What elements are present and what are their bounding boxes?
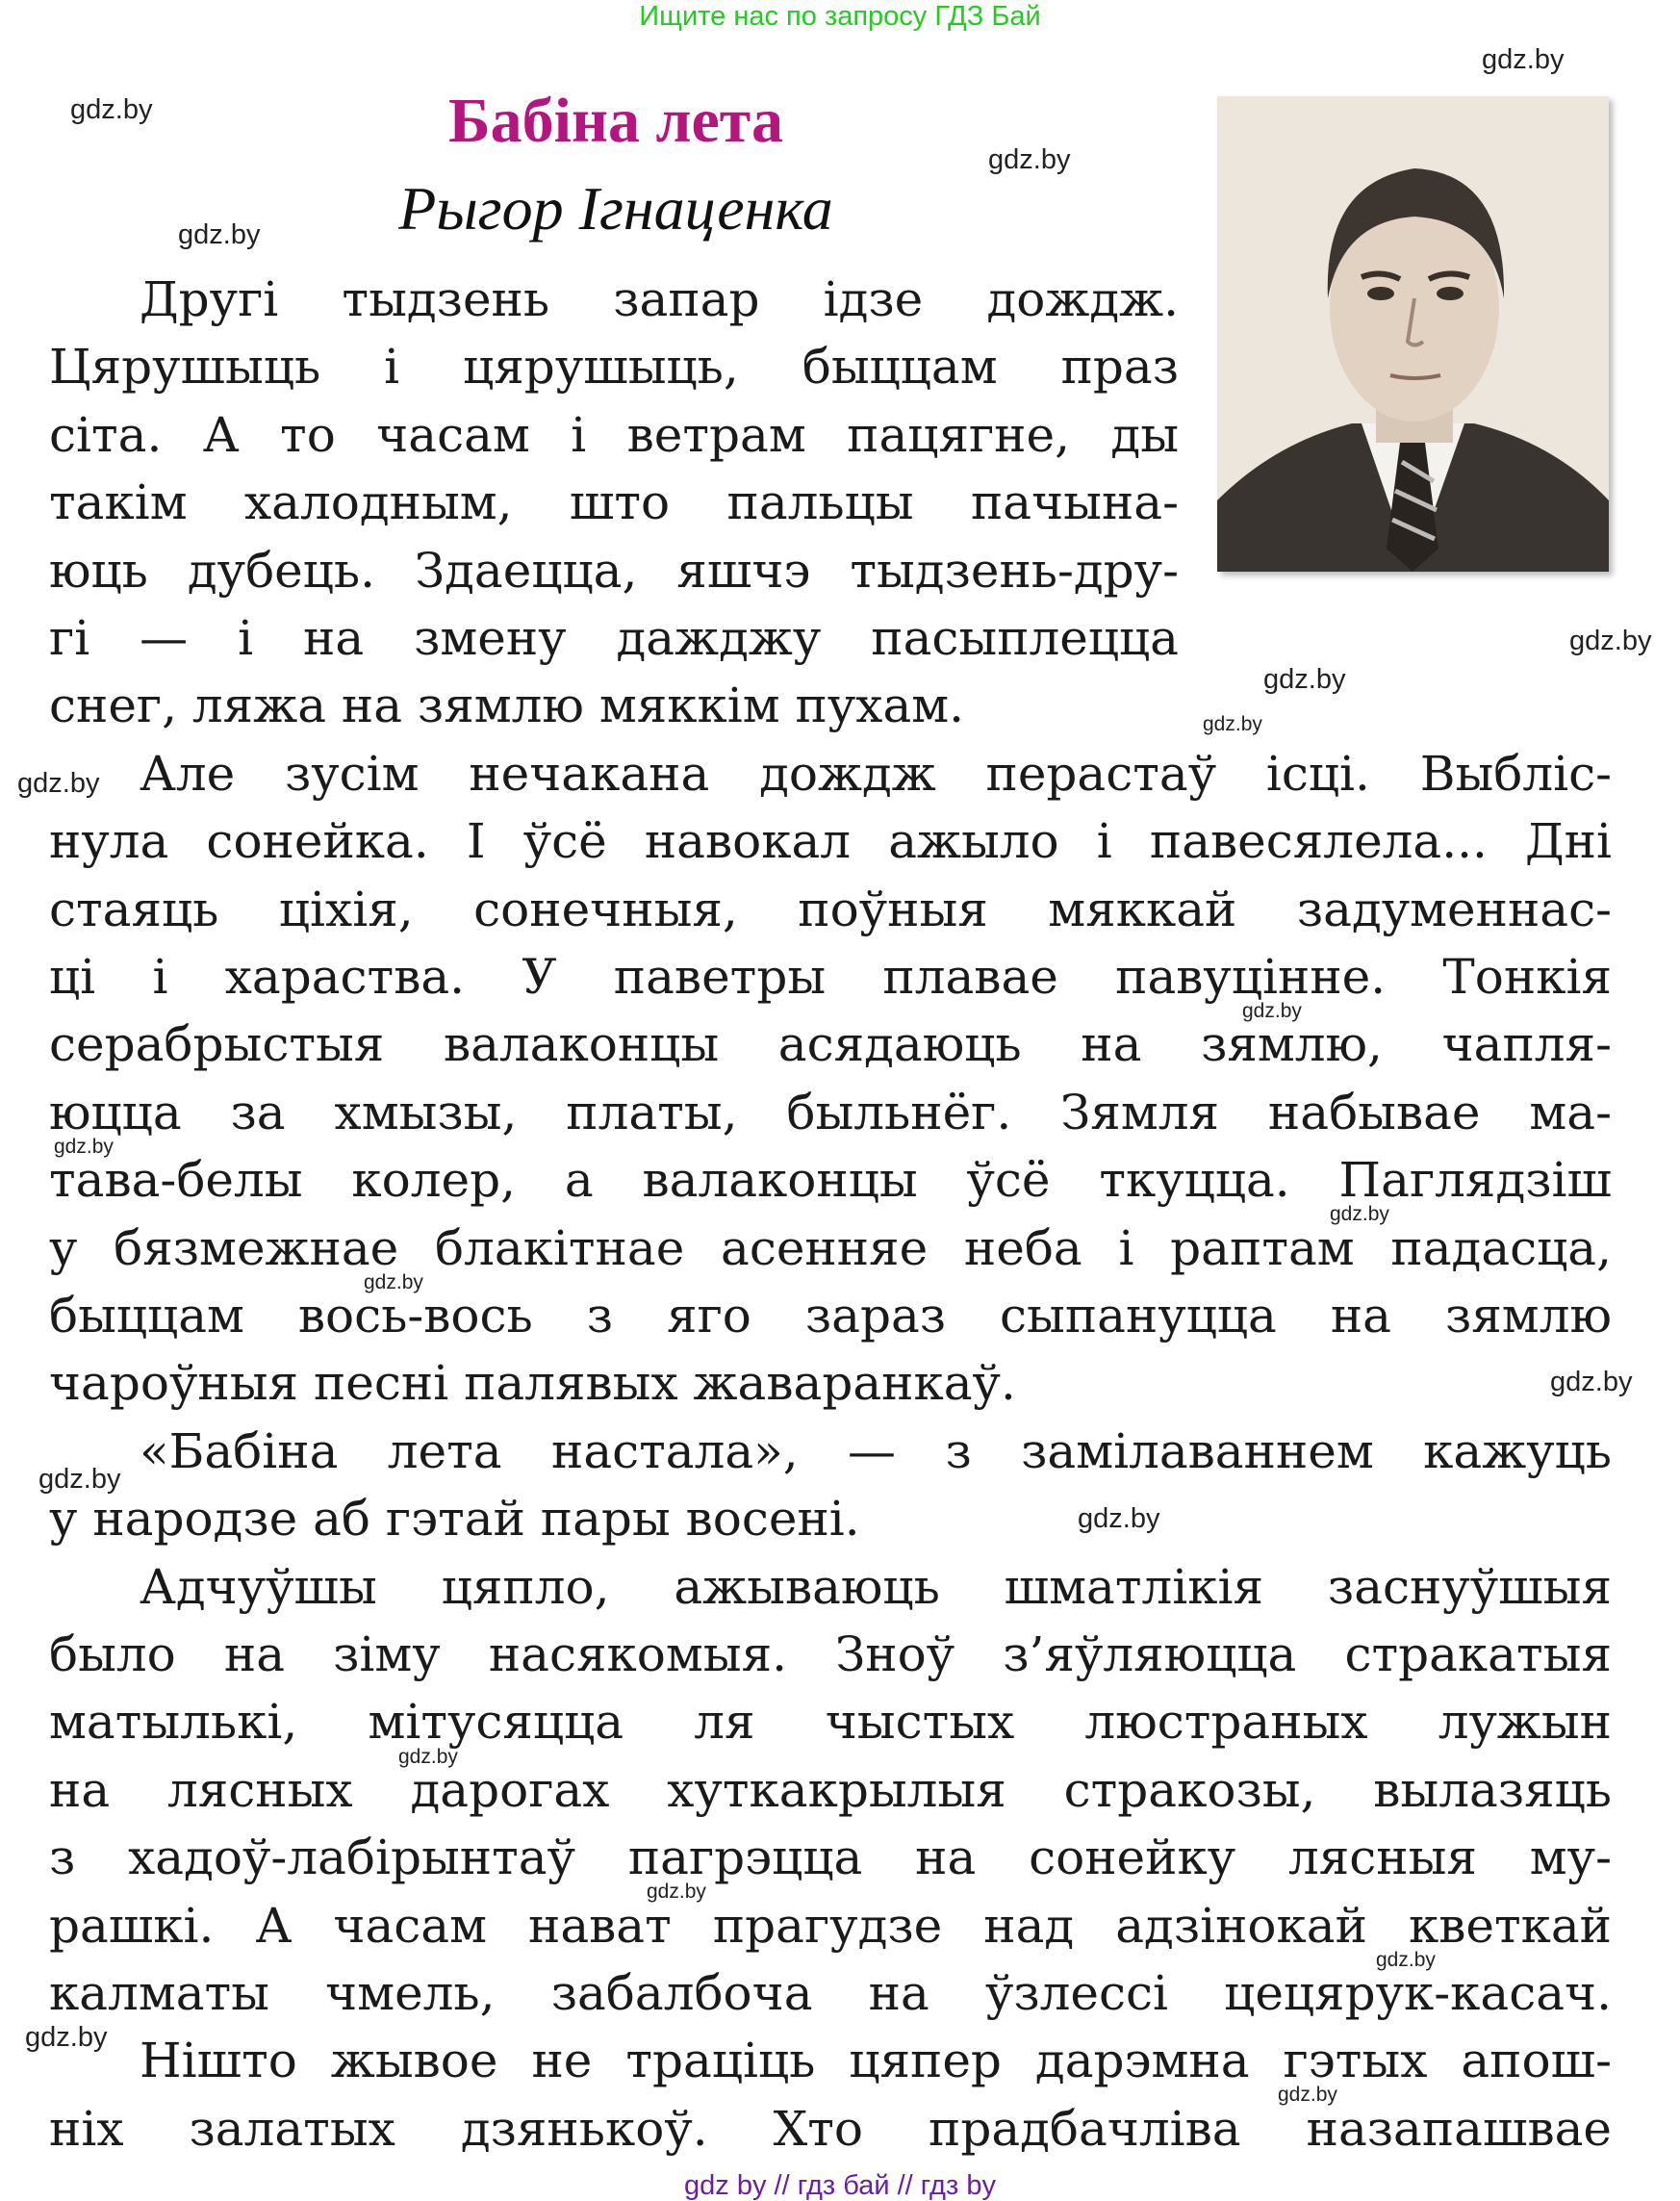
text-line: ніх залатых дзянькоў. Хто прадбачліва назапашвае — [49, 2100, 1612, 2157]
text-line: калматы чмель, забалбоча на ўзлессі цецярук-касач. — [49, 1965, 1612, 2021]
watermark: gdz.by — [17, 768, 100, 799]
watermark: gdz.by — [1242, 1000, 1302, 1022]
text-line: сіта. А то часам і ветрам пацягне, ды — [49, 406, 1179, 463]
text-line: Нішто жывое не траціць цяпер дарэмна гэтых апош- — [140, 2033, 1612, 2089]
text-line: тава-белы колер, а валаконцы ўсё ткуцца. Паглядзіш — [49, 1152, 1612, 1209]
watermark: gdz.by — [398, 1746, 458, 1768]
text-line: такім халодным, што пальцы пачына- — [49, 474, 1179, 531]
text-line: снег, ляжа на зямлю мяккім пухам. — [49, 678, 965, 734]
text-line: Адчуўшы цяпло, ажываюць шматлікія заснуўшыя — [140, 1558, 1612, 1615]
watermark: gdz.by — [1203, 713, 1262, 735]
text-line: чароўныя песні палявых жаваранкаў. — [49, 1355, 1016, 1412]
text-line: «Бабіна лета настала», — з замілаваннем кажуць — [140, 1422, 1612, 1479]
text-line: нула сонейка. І ўсё навокал ажыло і павесялела... Дні — [49, 813, 1612, 870]
text-line: серабрыстыя валаконцы асядаюць на зямлю, чапля- — [49, 1016, 1612, 1073]
text-line: Другі тыдзень запар ідзе дождж. — [140, 271, 1179, 327]
watermark: gdz.by — [54, 1136, 114, 1158]
watermark: gdz.by — [38, 1464, 121, 1495]
search-banner: Ищите нас по запросу ГДЗ Бай — [639, 1, 1041, 32]
text-line: у бязмежнае блакітнае асенняе неба і раптам падасца, — [49, 1219, 1612, 1276]
watermark: gdz.by — [1376, 1949, 1436, 1971]
text-line: юцца за хмызы, платы, быльнёг. Зямля набывае ма- — [49, 1084, 1612, 1140]
text-line: быццам вось-вось з яго зараз сыпануцца на зямлю — [49, 1288, 1612, 1344]
footer-links: gdz by // гдз бай // гдз by — [684, 2170, 996, 2201]
watermark: gdz.by — [1078, 1503, 1160, 1534]
page-title: Бабіна лета — [447, 86, 784, 156]
watermark: gdz.by — [1263, 664, 1346, 695]
author-portrait — [1217, 96, 1609, 572]
watermark: gdz.by — [1569, 626, 1652, 656]
text-line: ці і хараства. У паветры плавае павуціннe. Тонкія — [49, 949, 1612, 1005]
text-line: было на зіму насякомыя. Зноў з’яўляюцца стракатыя — [49, 1626, 1612, 1682]
portrait-image — [1217, 96, 1609, 572]
watermark: gdz.by — [178, 219, 261, 250]
text-line: стаяць ціхія, сонечныя, поўныя мяккай задуменнас- — [49, 881, 1612, 937]
text-line: матылькі, мітусяцца ля чыстых люстраных лужын — [49, 1694, 1612, 1751]
text-line: у народзе аб гэтай пары восені. — [49, 1491, 860, 1548]
watermark: gdz.by — [70, 94, 153, 125]
text-line: рашкі. А часам нават прагудзе над адзінокай кветкай — [49, 1897, 1612, 1954]
watermark: gdz.by — [364, 1271, 423, 1293]
text-line: гі — і на змену дажджу пасыплецца — [49, 610, 1179, 666]
text-line: на лясных дарогах хуткакрылыя стракозы, вылазяць — [49, 1761, 1612, 1818]
watermark: gdz.by — [1550, 1367, 1633, 1397]
watermark: gdz.by — [988, 144, 1071, 175]
watermark: gdz.by — [647, 1881, 706, 1903]
watermark: gdz.by — [1278, 2084, 1337, 2106]
watermark: gdz.by — [1482, 44, 1565, 75]
text-line: Цярушыць і цярушыць, быццам праз — [49, 339, 1179, 396]
text-line: з хадоў-лабірынтаў пагрэцца на сонейку лясныя му- — [49, 1830, 1612, 1886]
text-line: юць дубець. Здаецца, яшчэ тыдзень-дру- — [49, 542, 1179, 599]
author-name: Рыгор Ігнаценка — [398, 174, 833, 243]
watermark: gdz.by — [1330, 1203, 1389, 1225]
watermark: gdz.by — [25, 2022, 108, 2053]
text-line: Але зусім нечакана дождж перастаў ісці. Выбліс- — [140, 745, 1612, 802]
